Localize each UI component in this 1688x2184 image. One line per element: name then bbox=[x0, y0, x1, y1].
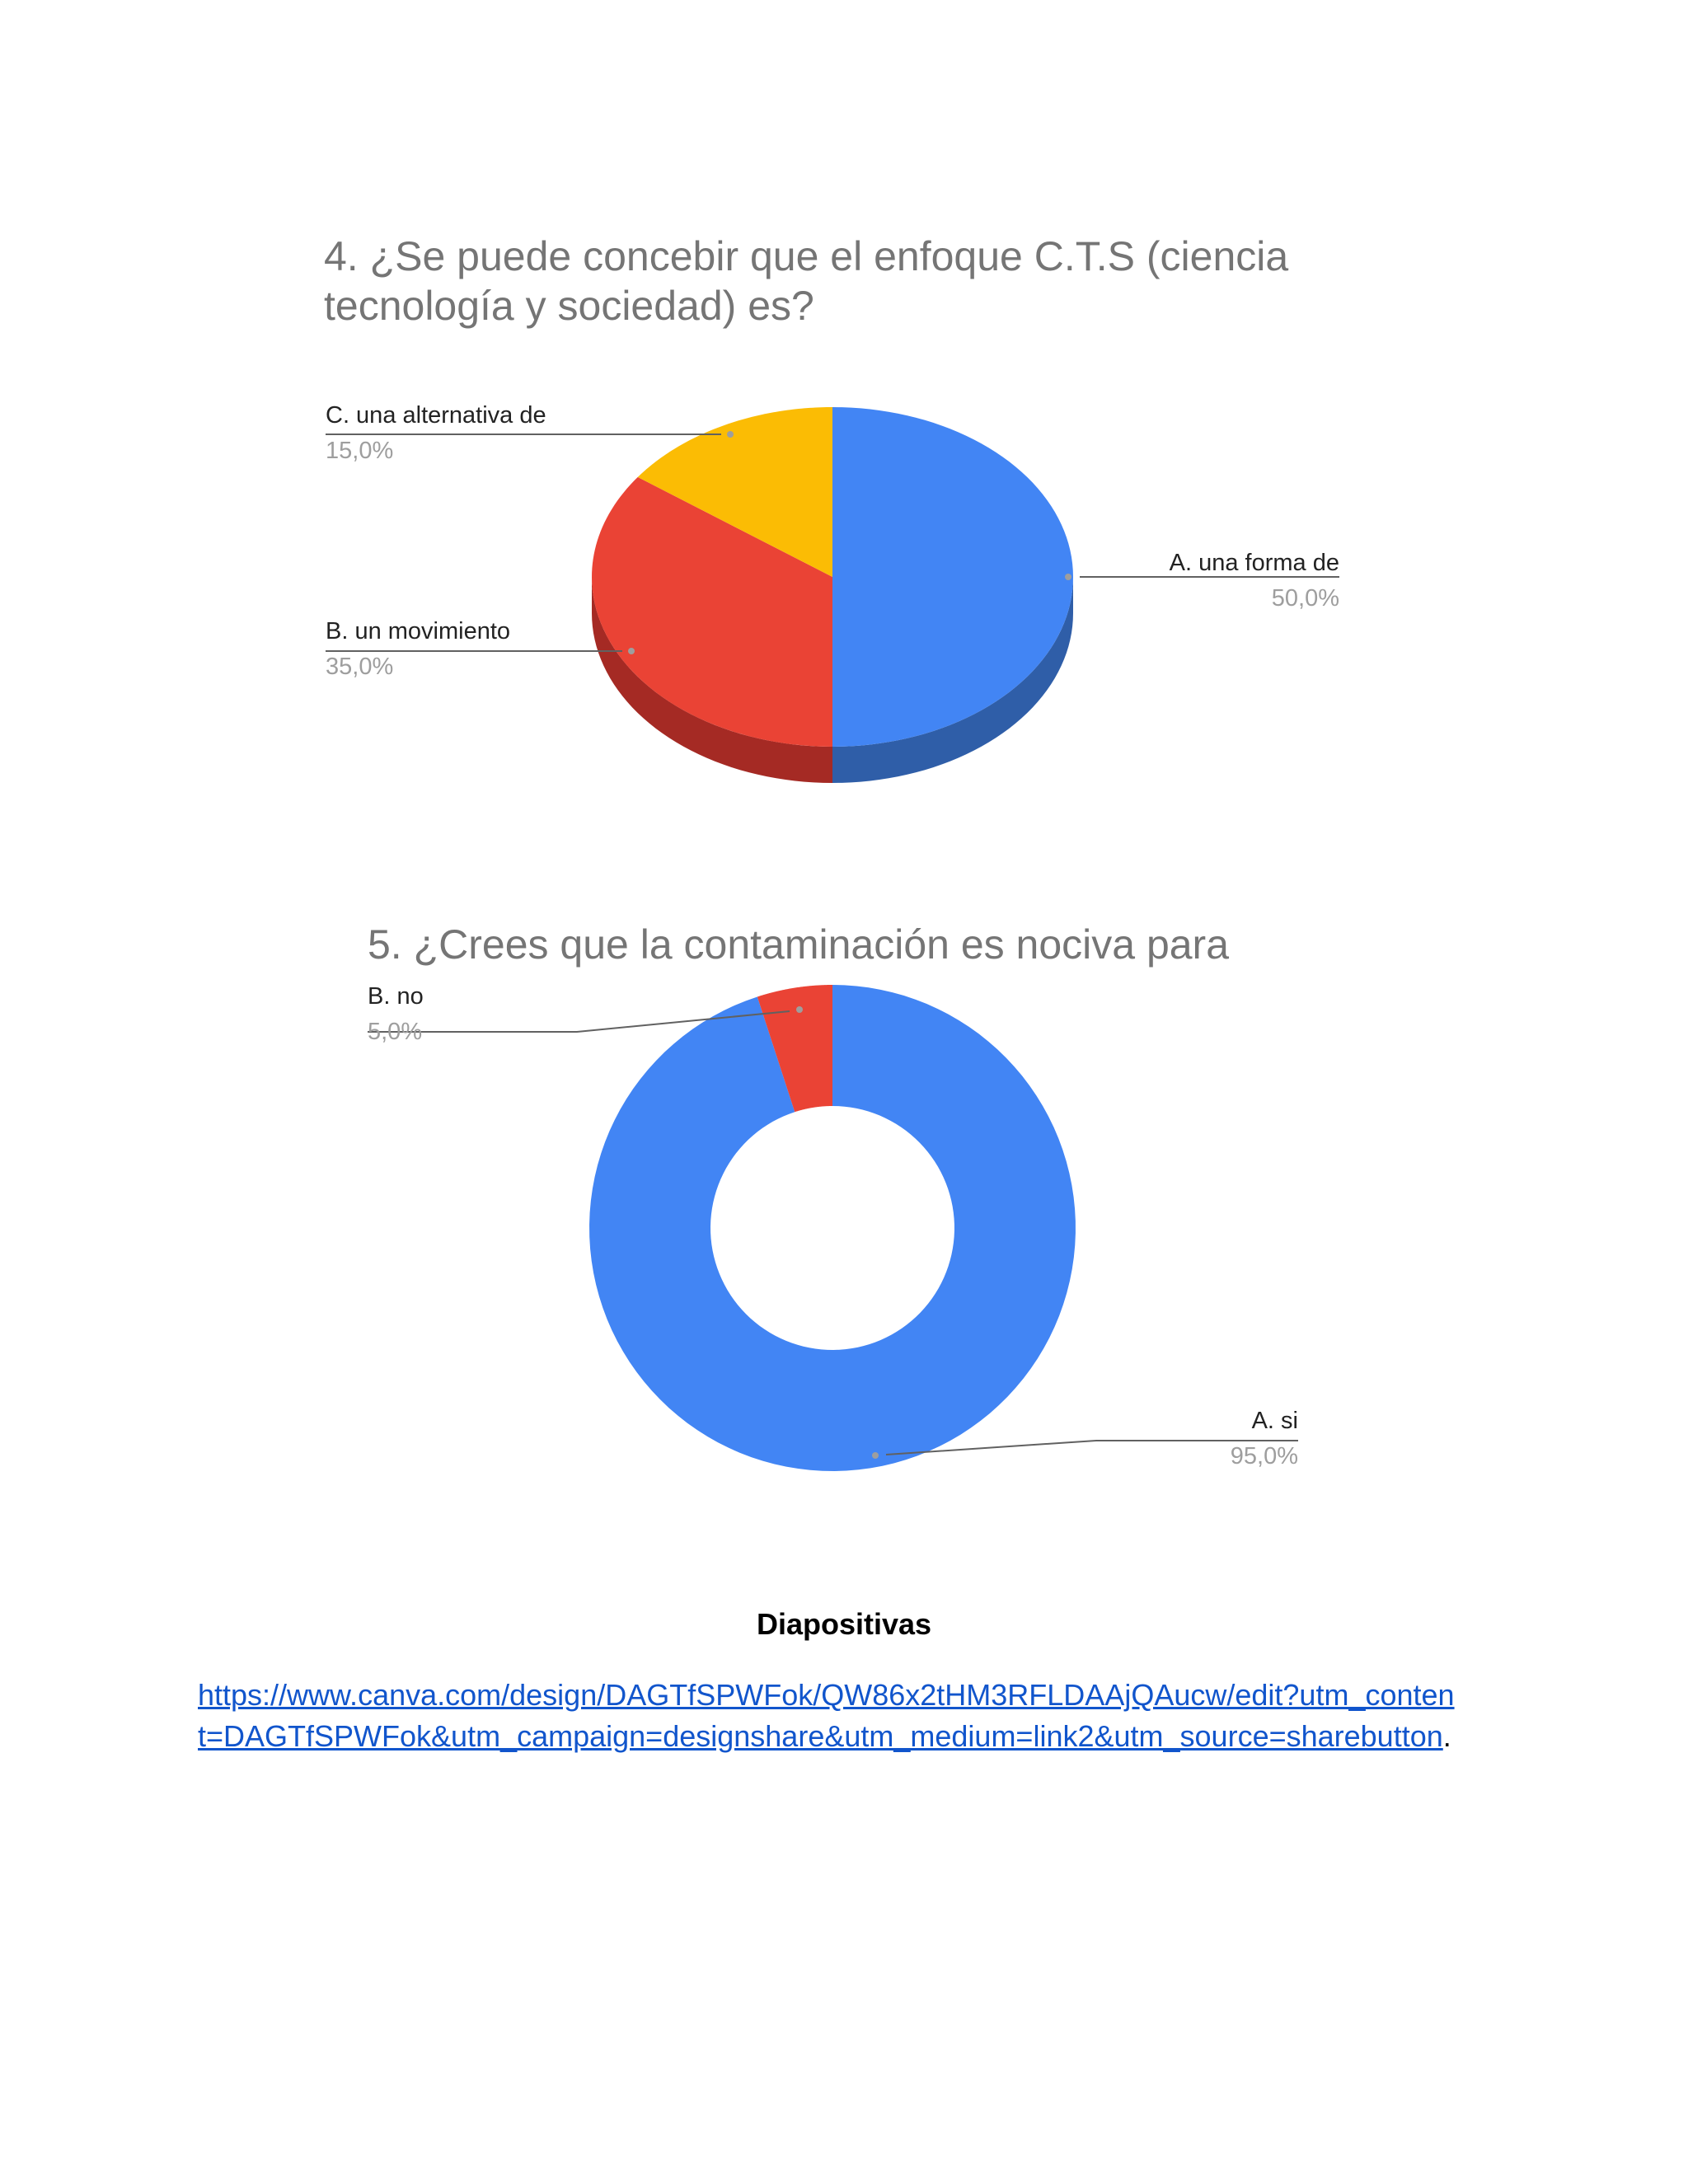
label-c-alternativa-name: C. una alternativa de bbox=[326, 402, 546, 429]
link-paragraph bbox=[198, 1675, 1517, 1757]
link-line-2: t=DAGTfSPWFok&utm_campaign=designshare&utm_medium=link2&utm_source=sharebutton bbox=[198, 1719, 1443, 1753]
chart1-title-line1: 4. ¿Se puede concebir que el enfoque C.T.S (ciencia bbox=[324, 233, 1289, 279]
leader-dot-b-un-movimiento bbox=[628, 648, 635, 654]
leader-dot-b-no bbox=[796, 1006, 803, 1013]
label-b-movimiento-pct: 35,0% bbox=[326, 654, 394, 680]
section-heading-diapositivas: Diapositivas bbox=[756, 1607, 932, 1641]
leader-dot-a-si bbox=[872, 1452, 879, 1459]
label-si-name: A. si bbox=[1251, 1408, 1298, 1434]
label-b-movimiento-name: B. un movimiento bbox=[326, 618, 511, 644]
label-no-pct: 5,0% bbox=[368, 1019, 423, 1045]
label-no-name: B. no bbox=[368, 983, 424, 1010]
label-a-forma-name: A. una forma de bbox=[1169, 550, 1339, 576]
leader-dot-c-una-alternativa-de bbox=[727, 431, 734, 438]
leader-dot-a-una-forma-de bbox=[1065, 574, 1071, 580]
chart2-title: 5. ¿Crees que la contaminación es nociva para bbox=[368, 921, 1230, 968]
canva-link[interactable] bbox=[198, 1678, 1455, 1753]
link-line-1: https://www.canva.com/design/DAGTfSPWFok/QW86x2tHM3RFLDAAjQAucw/edit?utm_conten bbox=[198, 1678, 1455, 1712]
label-a-forma-pct: 50,0% bbox=[1271, 585, 1339, 612]
pie-chart-3d bbox=[326, 407, 1339, 783]
link-trailing-period: . bbox=[1442, 1719, 1451, 1753]
label-si-pct: 95,0% bbox=[1230, 1443, 1298, 1469]
donut-chart bbox=[368, 985, 1298, 1471]
chart1-title-line2: tecnología y sociedad) es? bbox=[324, 283, 814, 329]
label-c-alternativa-pct: 15,0% bbox=[326, 438, 394, 464]
